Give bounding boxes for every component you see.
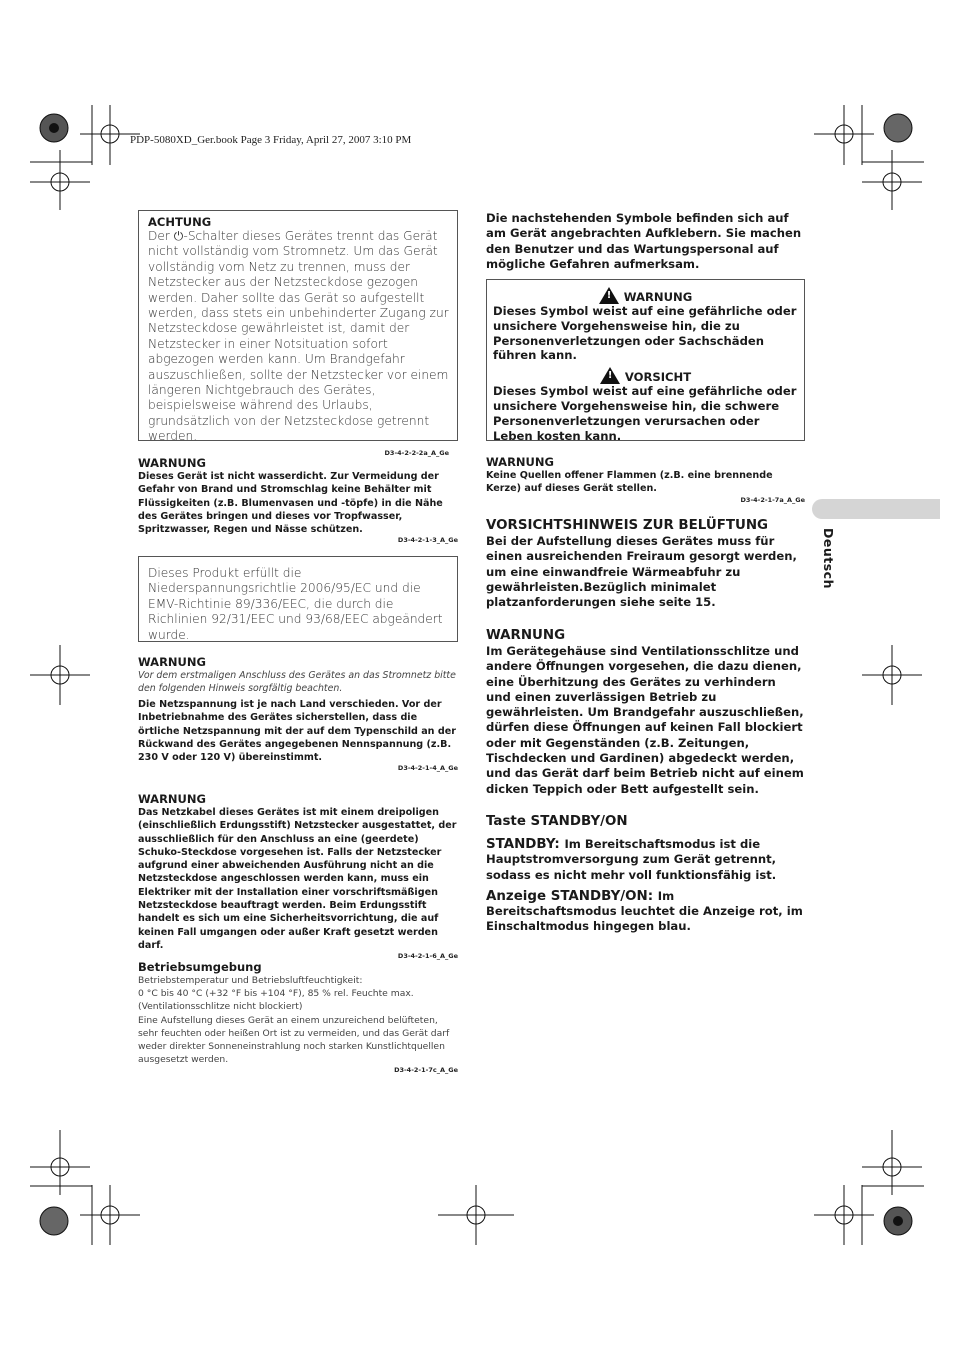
standby-para <box>486 837 804 883</box>
warnung3-section <box>138 792 458 960</box>
symbol-vorsicht-heading <box>493 367 798 384</box>
standby-indicator-text: Im Bereitschaftsmodus leuchtet die Anzeige rot, im Einschaltmodus hingegen blau. <box>486 888 803 934</box>
symbol-vorsicht-title: VORSICHT <box>624 370 692 385</box>
warnung1-title: WARNUNG <box>138 456 206 470</box>
vent-section <box>486 518 804 610</box>
betrieb-line-2: (Ventilationsschlitze nicht blockiert) <box>138 1001 303 1013</box>
warnung2-title: WARNUNG <box>138 655 206 669</box>
achtung-code: D3-4-2-2-2a_A_Ge <box>384 448 449 457</box>
symbols-box <box>486 279 805 441</box>
betrieb-line-1: 0 °C bis 40 °C (+32 °F bis +104 °F), 85 % rel. Feuchte max. <box>138 988 414 1000</box>
conformity-box <box>138 556 458 642</box>
language-tab-label: Deutsch <box>821 528 836 589</box>
standby-label: STANDBY: <box>486 837 565 852</box>
caution-triangle-icon <box>600 367 620 384</box>
standby-title: Taste STANDBY/ON <box>486 814 628 829</box>
symbol-warn-body: Dieses Symbol weist auf eine gefährliche oder unsichere Vorgehensweise hin, die zu Personenverletzungen oder Sachschäden führen kann. <box>493 304 797 363</box>
standby-section <box>486 814 804 935</box>
vent-title: VORSICHTSHINWEIS ZUR BELÜFTUNG <box>486 518 769 533</box>
betrieb-title: Betriebsumgebung <box>138 960 262 974</box>
standby-text: Im Bereitschaftsmodus ist die Hauptstromversorgung zum Gerät getrennt, sodass es nicht mehr voll funktionsfähig ist. <box>486 837 777 882</box>
warnung1-section <box>138 456 458 544</box>
standby-indicator-label: Anzeige STANDBY/ON: <box>486 888 658 904</box>
warnung2-code: D3-4-2-1-4_A_Ge <box>397 764 458 773</box>
warnung1-body: Dieses Gerät ist nicht wasserdicht. Zur Vermeidung der Gefahr von Brand und Stromschlag keine Behälter mit Flüssigkeiten (z.B. Blumenvasen und -töpfe) in die Nähe des Gerätes bringen und dieses vor Tropfwasser, Spritzwasser, Regen und Nässe schützen. <box>138 471 443 536</box>
flame-section <box>486 455 805 504</box>
book-header-line: PDP-5080XD_Ger.book Page 3 Friday, April 27, 2007 3:10 PM <box>130 134 412 146</box>
warnung3-code: D3-4-2-1-6_A_Ge <box>397 952 458 961</box>
warnung4-body: Im Gerätegehäuse sind Ventilationsschlitze und andere Öffnungen vorgesehen, die dazu dienen, eine Überhitzung des Gerätes zu verhindern und einen zuverlässigen Betrieb zu gewährleisten. Um Brandgefahr auszuschließen, dürfen diese Öffnungen auf keinen Fall blockiert oder mit Gegenständen (z.B. Zeitungen, Tischdecken und Gardinen) abgedeckt werden, und das Gerät darf beim Betrieb nicht auf einem dicken Teppich oder Bett aufgestellt sein. <box>486 644 804 796</box>
flame-title: WARNUNG <box>486 455 554 469</box>
warnung1-code: D3-4-2-1-3_A_Ge <box>397 536 458 545</box>
symbols-intro: Die nachstehenden Symbole befinden sich auf am Gerät angebrachten Aufklebern. Sie machen den Benutzer und das Wartungspersonal auf mögliche Gefahren aufmerksam. <box>486 211 802 271</box>
betrieb-line-0: Betriebstemperatur und Betriebsluftfeuchtigkeit: <box>138 975 363 986</box>
warning-triangle-icon <box>599 287 619 304</box>
warnung4-title: WARNUNG <box>486 628 566 643</box>
achtung-title: ACHTUNG <box>148 215 212 229</box>
warnung3-body: Das Netzkabel dieses Gerätes ist mit einem dreipoligen (einschließlich Erdungsstift) Netzstecker ausgestattet, der ausschließlich für den Anschluss an eine (geerdete) Schuko-Steckdose vorgesehen ist. Falls der Netzstecker aufgrund einer abweichenden Ausführung nicht an die Netzsteckdose angeschlossen werden kann, muss ein Elektriker mit der Installation einer vorschriftsmäßigen Netzsteckdose beauftragt werden. Beim Erdungsstift handelt es sich um eine Sicherheitsvorrichtung, die auf keinen Fall umgangen oder außer Kraft gesetzt werden darf. <box>138 807 457 951</box>
achtung-body <box>148 229 449 445</box>
flame-code: D3-4-2-1-7a_A_Ge <box>740 495 805 504</box>
language-tab <box>812 499 940 519</box>
achtung-body-main: -Schalter dieses Gerätes trennt das Gerät nicht vollständig vom Stromnetz. Um das Gerät vollständig vom Netz zu trennen, muss der Netzstecker aus der Netzsteckdose gezogen werden. Daher sollte das Gerät so aufgestellt werden, dass stets ein unbehinderter Zugang zur Netzsteckdose gewährleistet ist, damit der Netzstecker in einer Notsituation sofort abgezogen werden kann. Um Brandgefahr auszuschließen, sollte der Netzstecker vor einem längeren Nichtgebrauch des Gerätes, beispielsweise während des Urlaubs, grundsätzlich von der Netzsteckdose getrennt werden. <box>148 229 449 444</box>
warnung2-section <box>138 655 458 772</box>
flame-body: Keine Quellen offener Flammen (z.B. eine brennende Kerze) auf dieses Gerät stellen. <box>486 470 773 495</box>
achtung-body-pre: Der <box>148 229 174 243</box>
betrieb-line-3: Eine Aufstellung dieses Gerät an einem unzureichend belüfteten, sehr feuchten oder heißen Ort ist zu vermeiden, und das Gerät darf weder direkter Sonneneinstrahlung noch starken Kunstlichtquellen ausgesetzt werden. <box>138 1014 450 1066</box>
warnung2-intro: Vor dem erstmaligen Anschluss des Gerätes an das Stromnetz bitte den folgenden Hinweis sorgfältig beachten. <box>138 670 456 694</box>
betrieb-section <box>138 960 458 1074</box>
symbol-vorsicht-body: Dieses Symbol weist auf eine gefährliche oder unsichere Vorgehensweise hin, die schwere Personenverletzungen verursachen oder Leben kosten kann. <box>493 384 797 443</box>
vent-body: Bei der Aufstellung dieses Gerätes muss für einen ausreichenden Freiraum gesorgt werden, um eine einwandfreie Wärmeabfuhr zu gewährleisten.Bezüglich minimalet platzanforderungen siehe seite 15. <box>486 534 797 610</box>
warnung3-title: WARNUNG <box>138 792 206 806</box>
warnung2-body: Die Netzspannung ist je nach Land verschieden. Vor der Inbetriebnahme des Gerätes sicherstellen, dass die örtliche Netzspannung mit der auf dem Typenschild an der Rückwand des Gerätes angegebenen Nennspannung (z.B. 230 V oder 120 V) übereinstimmt. <box>138 699 456 764</box>
conformity-body: Dieses Produkt erfüllt die Niederspannungsrichtlie 2006/95/EC und die EMV-Richtinie 89/336/EEC, die durch die Richlinien 92/31/EEC und 93/68/EEC abgeändert wurde. <box>148 566 443 642</box>
symbol-warn-title: WARNUNG <box>623 290 693 304</box>
warnung4-section <box>486 628 804 797</box>
symbol-warn-heading <box>493 287 798 304</box>
standby-indicator-para <box>486 889 804 935</box>
achtung-box <box>138 210 458 457</box>
power-icon: ⏻ <box>173 229 184 243</box>
betrieb-code: D3-4-2-1-7c_A_Ge <box>394 1066 458 1075</box>
